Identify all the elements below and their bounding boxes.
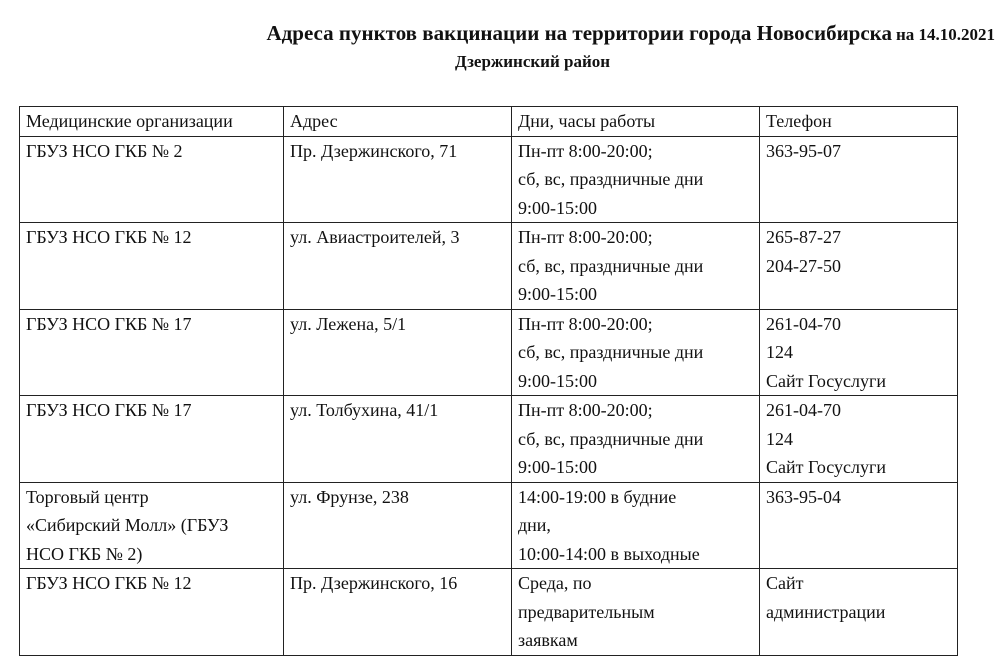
cell-text: ГБУЗ НСО ГКБ № 17 bbox=[26, 313, 192, 334]
table-row bbox=[20, 309, 958, 396]
cell-text: Торговый центр bbox=[26, 486, 149, 507]
cell-text: предварительным bbox=[518, 601, 655, 622]
cell-text: Среда, по bbox=[518, 573, 592, 593]
vaccination-points-table bbox=[19, 106, 958, 656]
cell-text: 261-04-70 bbox=[766, 400, 841, 420]
cell-phone bbox=[760, 482, 958, 569]
cell-text: сб, вс, праздничные дни bbox=[518, 255, 704, 276]
title-date: на 14.10.2021 bbox=[895, 25, 995, 44]
table-row bbox=[20, 223, 958, 310]
cell-text: сб, вс, праздничные дни bbox=[518, 169, 704, 189]
cell-organization bbox=[20, 482, 284, 569]
cell-hours bbox=[512, 309, 760, 396]
cell-text: ГБУЗ НСО ГКБ № 12 bbox=[26, 227, 192, 247]
header-address: Адрес bbox=[284, 107, 512, 137]
cell-text: Пр. Дзержинского, 71 bbox=[290, 140, 458, 161]
cell-text: Пр. Дзержинского, 16 bbox=[290, 573, 458, 593]
cell-text: 9:00-15:00 bbox=[518, 457, 597, 477]
cell-text: ГБУЗ НСО ГКБ № 17 bbox=[26, 400, 192, 420]
header-organization: Медицинские организации bbox=[20, 107, 284, 137]
cell-text: 124 bbox=[766, 428, 793, 449]
cell-address bbox=[284, 136, 512, 223]
cell-address bbox=[284, 223, 512, 310]
cell-organization bbox=[20, 309, 284, 396]
cell-text: Сайт Госуслуги bbox=[766, 457, 887, 477]
cell-text: ГБУЗ НСО ГКБ № 12 bbox=[26, 573, 192, 593]
header-phone: Телефон bbox=[760, 107, 958, 137]
cell-text: 204-27-50 bbox=[766, 255, 841, 276]
document-title bbox=[0, 18, 1003, 51]
cell-text: 9:00-15:00 bbox=[518, 284, 597, 304]
table-row bbox=[20, 136, 958, 223]
title-text: Адреса пунктов вакцинации на территории города Новосибирска bbox=[266, 21, 892, 45]
table-row bbox=[20, 482, 958, 569]
cell-text: сб, вс, праздничные дни bbox=[518, 428, 704, 449]
cell-text: ул. Толбухина, 41/1 bbox=[290, 400, 439, 420]
cell-text: 14:00-19:00 в будние bbox=[518, 486, 677, 507]
cell-text: 363-95-07 bbox=[766, 140, 841, 161]
cell-hours bbox=[512, 136, 760, 223]
cell-organization bbox=[20, 136, 284, 223]
cell-text: ул. Фрунзе, 238 bbox=[290, 486, 409, 507]
cell-text: ГБУЗ НСО ГКБ № 2 bbox=[26, 140, 183, 161]
cell-text: 124 bbox=[766, 342, 793, 362]
cell-text: заявкам bbox=[518, 630, 578, 650]
cell-phone bbox=[760, 396, 958, 483]
cell-text: сб, вс, праздничные дни bbox=[518, 342, 704, 362]
cell-text: НСО ГКБ № 2) bbox=[26, 543, 143, 564]
cell-organization bbox=[20, 569, 284, 656]
cell-text: 9:00-15:00 bbox=[518, 197, 597, 218]
cell-phone bbox=[760, 569, 958, 656]
cell-text: 10:00-14:00 в выходные bbox=[518, 543, 700, 564]
cell-phone bbox=[760, 136, 958, 223]
cell-text: дни, bbox=[518, 515, 551, 535]
cell-text: администрации bbox=[766, 601, 886, 622]
cell-address bbox=[284, 309, 512, 396]
cell-address bbox=[284, 482, 512, 569]
cell-address bbox=[284, 569, 512, 656]
cell-text: 261-04-70 bbox=[766, 313, 841, 334]
cell-phone bbox=[760, 309, 958, 396]
cell-text: Пн-пт 8:00-20:00; bbox=[518, 140, 653, 161]
cell-text: Сайт bbox=[766, 573, 804, 593]
cell-text: «Сибирский Молл» (ГБУЗ bbox=[26, 515, 229, 535]
cell-address bbox=[284, 396, 512, 483]
cell-text: Сайт Госуслуги bbox=[766, 370, 887, 391]
cell-organization bbox=[20, 396, 284, 483]
cell-text: 9:00-15:00 bbox=[518, 370, 597, 391]
table-header-row bbox=[20, 107, 958, 137]
cell-text: Пн-пт 8:00-20:00; bbox=[518, 400, 653, 420]
table-body bbox=[20, 136, 958, 655]
cell-text: ул. Авиастроителей, 3 bbox=[290, 227, 460, 247]
cell-organization bbox=[20, 223, 284, 310]
cell-text: Пн-пт 8:00-20:00; bbox=[518, 313, 653, 334]
cell-hours bbox=[512, 396, 760, 483]
table-row bbox=[20, 396, 958, 483]
district-subtitle: Дзержинский район bbox=[454, 52, 611, 71]
cell-text: 265-87-27 bbox=[766, 227, 841, 247]
cell-hours bbox=[512, 569, 760, 656]
cell-text: Пн-пт 8:00-20:00; bbox=[518, 227, 653, 247]
cell-text: ул. Лежена, 5/1 bbox=[290, 313, 407, 334]
cell-phone bbox=[760, 223, 958, 310]
cell-hours bbox=[512, 223, 760, 310]
cell-hours bbox=[512, 482, 760, 569]
cell-text: 363-95-04 bbox=[766, 486, 841, 507]
table-row bbox=[20, 569, 958, 656]
header-hours: Дни, часы работы bbox=[512, 107, 760, 137]
